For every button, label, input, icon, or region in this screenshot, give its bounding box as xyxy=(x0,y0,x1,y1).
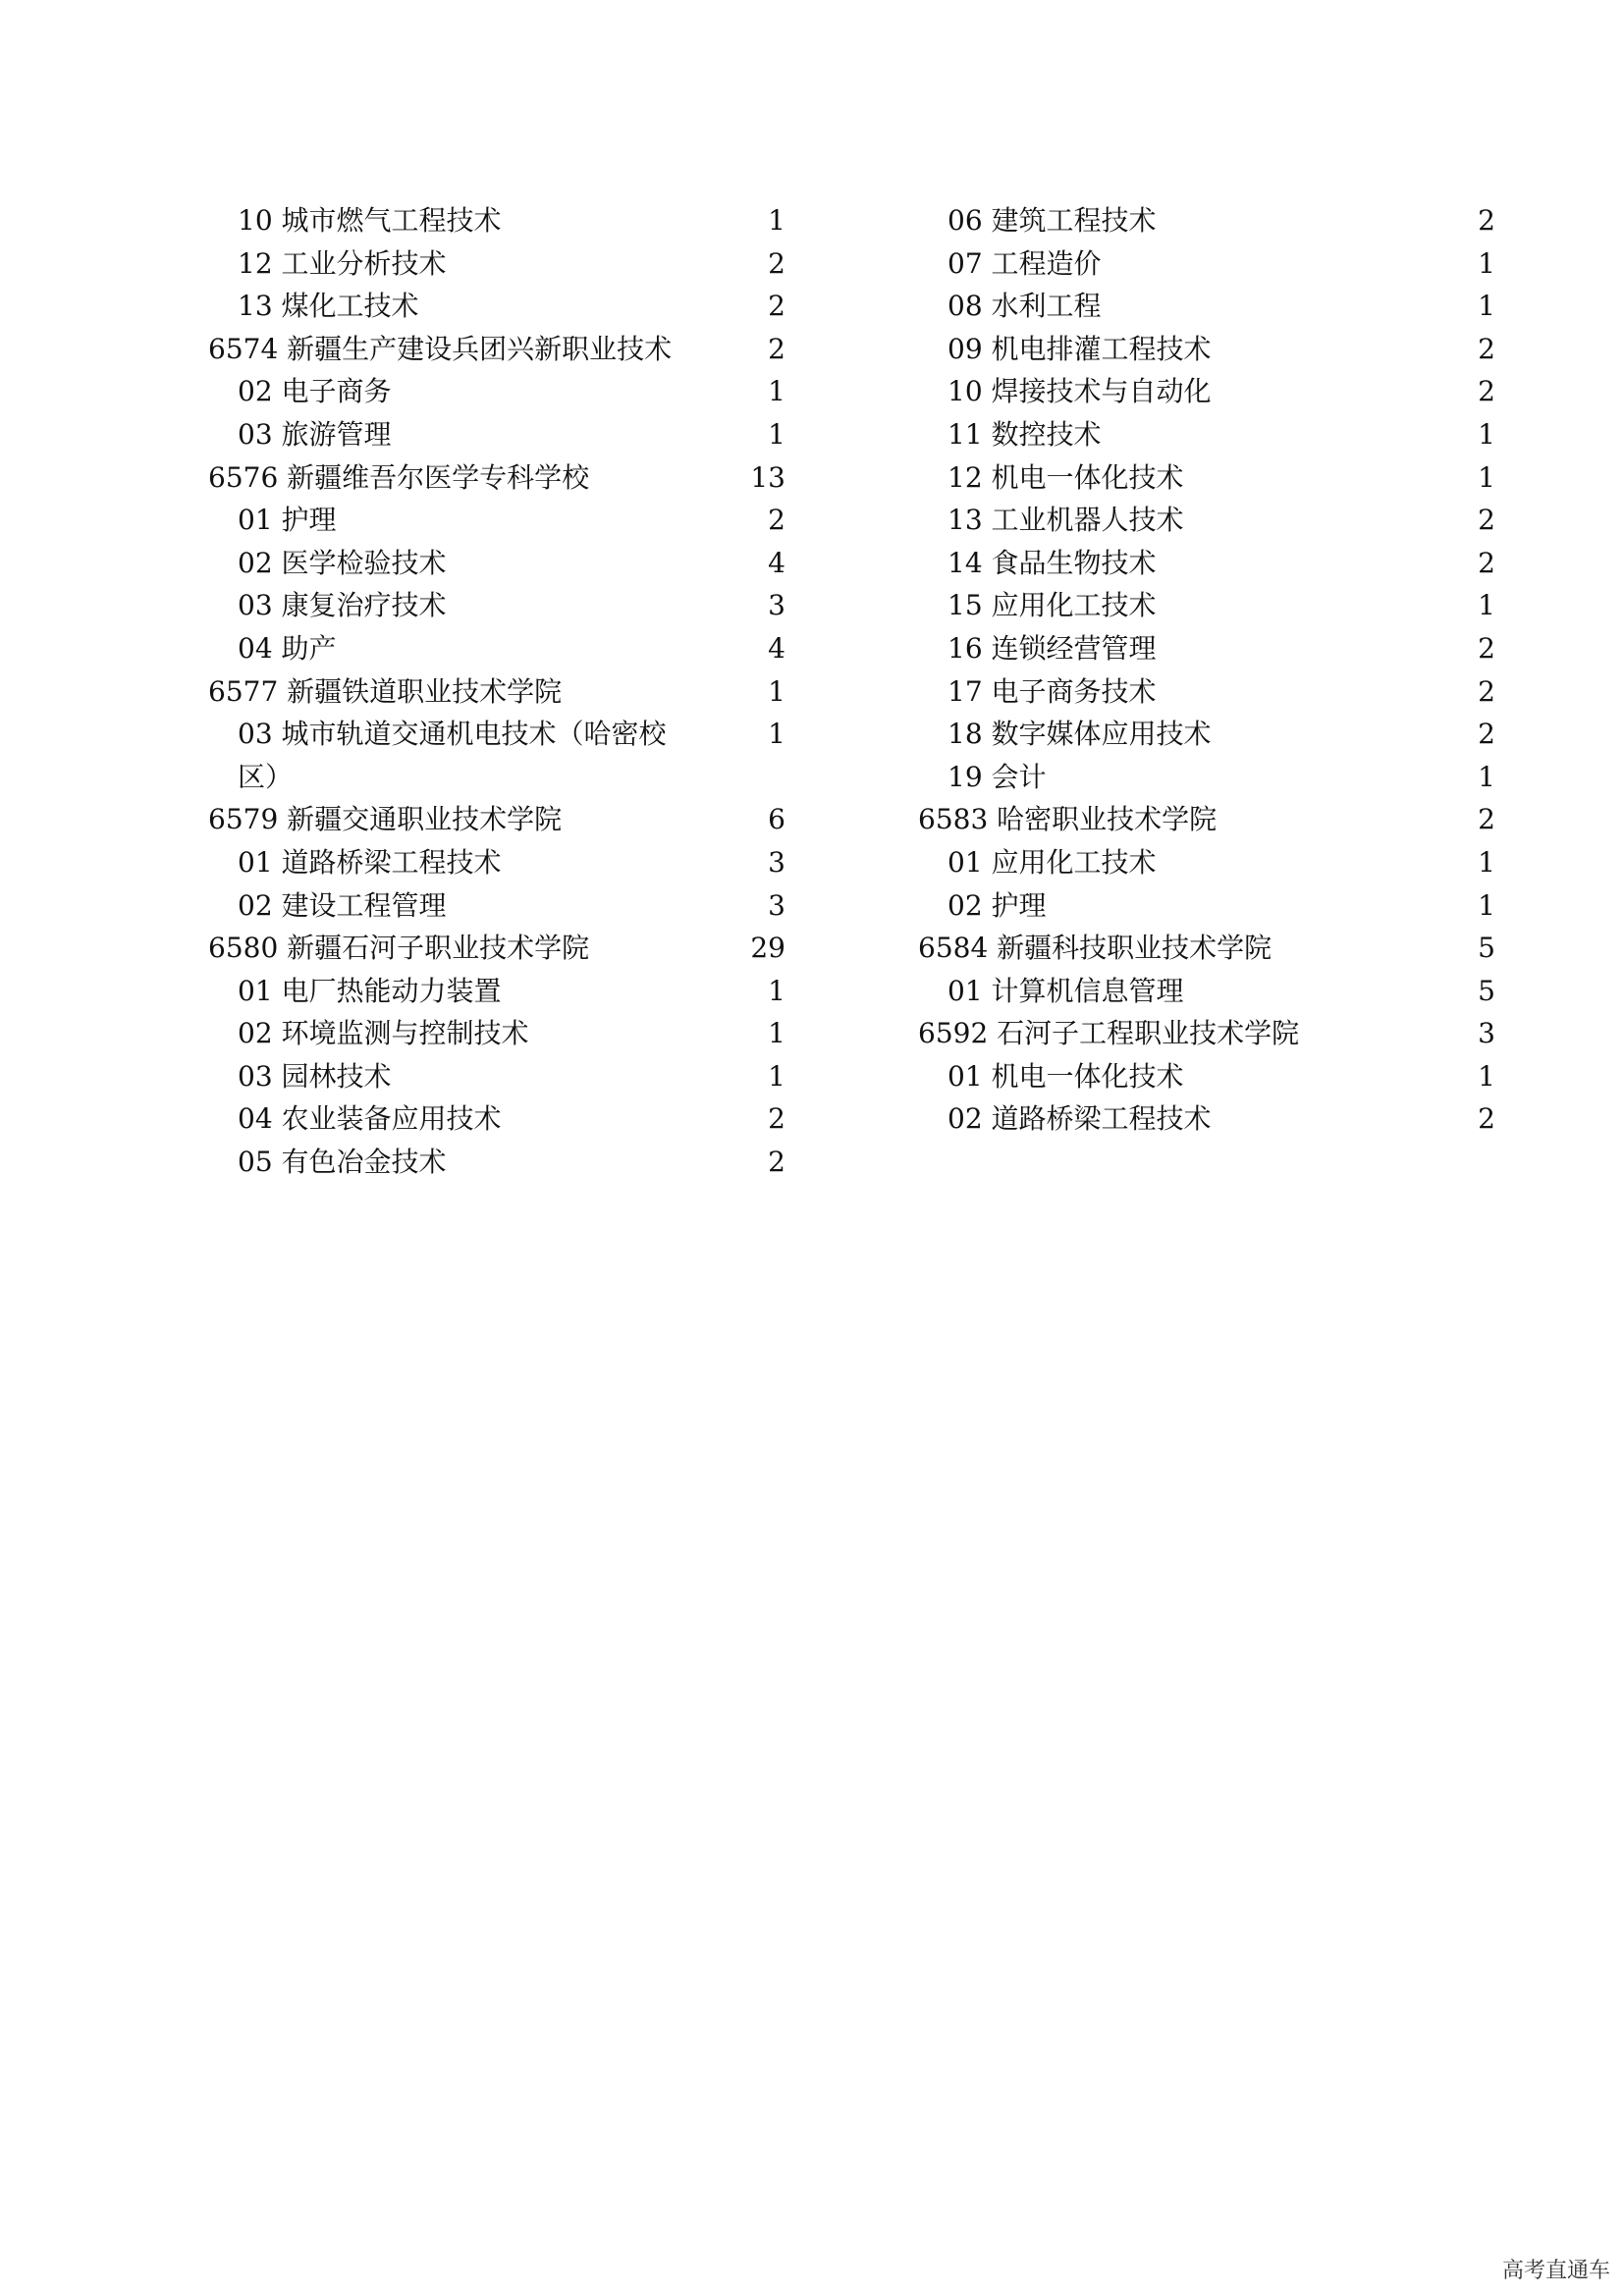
entry-name: 工业分析技术 xyxy=(281,246,447,280)
program-label xyxy=(918,328,1212,371)
program-row xyxy=(918,285,1495,328)
program-row xyxy=(918,713,1495,756)
entry-code: 6580 xyxy=(208,932,279,965)
program-row xyxy=(918,970,1495,1013)
program-row xyxy=(208,242,785,286)
entry-count: 2 xyxy=(768,246,785,280)
entry-code: 10 xyxy=(947,375,983,408)
entry-count: 2 xyxy=(768,290,785,323)
entry-count: 1 xyxy=(768,1017,785,1050)
entry-code: 6576 xyxy=(208,460,279,494)
entry-code: 01 xyxy=(947,845,983,879)
entry-code: 6579 xyxy=(208,803,279,836)
program-row xyxy=(208,713,785,798)
entry-name: 石河子工程职业技术学院 xyxy=(997,1017,1300,1050)
entry-code: 01 xyxy=(238,974,273,1007)
entry-name: 机电一体化技术 xyxy=(991,1059,1184,1093)
entry-name: 煤化工技术 xyxy=(281,290,419,323)
entry-code: 03 xyxy=(238,718,273,751)
entry-count: 2 xyxy=(768,332,785,365)
entry-code: 02 xyxy=(238,888,273,922)
program-label xyxy=(918,242,1102,286)
program-label xyxy=(918,370,1212,413)
program-row xyxy=(208,1141,785,1184)
entry-name: 医学检验技术 xyxy=(281,546,447,579)
entry-count: 2 xyxy=(1478,1102,1495,1136)
school-label xyxy=(208,670,562,714)
entry-code: 16 xyxy=(947,631,983,665)
entry-code: 02 xyxy=(947,1102,983,1136)
entry-count: 1 xyxy=(1478,888,1495,922)
program-label xyxy=(918,970,1184,1013)
program-row xyxy=(208,627,785,670)
program-label xyxy=(208,242,447,286)
program-label xyxy=(918,542,1157,585)
program-label xyxy=(918,884,1047,928)
entry-count: 1 xyxy=(1478,460,1495,494)
school-row xyxy=(918,798,1495,841)
program-label xyxy=(208,841,502,884)
entry-code: 18 xyxy=(947,718,983,751)
entry-count: 1 xyxy=(1478,589,1495,622)
entry-count: 3 xyxy=(768,589,785,622)
program-label xyxy=(208,1097,502,1141)
entry-code: 6574 xyxy=(208,332,279,365)
entry-name: 城市燃气工程技术 xyxy=(281,204,502,237)
entry-count: 29 xyxy=(750,932,785,965)
school-row xyxy=(208,670,785,714)
entry-name: 旅游管理 xyxy=(281,417,392,451)
entry-name: 农业装备应用技术 xyxy=(281,1102,502,1136)
entry-name: 道路桥梁工程技术 xyxy=(991,1102,1212,1136)
entry-name: 机电一体化技术 xyxy=(991,460,1184,494)
entry-name: 建设工程管理 xyxy=(281,888,447,922)
entry-name: 计算机信息管理 xyxy=(991,974,1184,1007)
entry-name: 新疆生产建设兵团兴新职业技术 xyxy=(287,332,673,365)
program-row xyxy=(208,370,785,413)
program-row xyxy=(208,499,785,542)
entry-count: 1 xyxy=(768,718,785,751)
entry-code: 03 xyxy=(238,589,273,622)
program-label xyxy=(208,370,392,413)
entry-code: 01 xyxy=(238,845,273,879)
entry-code: 02 xyxy=(238,1017,273,1050)
program-row xyxy=(208,542,785,585)
entry-name: 应用化工技术 xyxy=(991,589,1157,622)
entry-name: 园林技术 xyxy=(281,1059,392,1093)
program-label xyxy=(918,413,1102,456)
entry-count: 2 xyxy=(1478,546,1495,579)
entry-count: 1 xyxy=(1478,417,1495,451)
entry-count: 2 xyxy=(768,504,785,537)
program-row xyxy=(918,499,1495,542)
entry-code: 10 xyxy=(238,204,273,237)
program-row xyxy=(918,884,1495,928)
entry-code: 04 xyxy=(238,631,273,665)
school-label xyxy=(918,927,1272,970)
program-row xyxy=(918,328,1495,371)
program-row xyxy=(918,199,1495,242)
program-label xyxy=(208,542,447,585)
entry-count: 3 xyxy=(768,888,785,922)
entry-name: 道路桥梁工程技术 xyxy=(281,845,502,879)
entry-code: 13 xyxy=(947,504,983,537)
entry-code: 01 xyxy=(947,1059,983,1093)
program-row xyxy=(918,1097,1495,1141)
entry-code: 12 xyxy=(238,246,273,280)
entry-name: 新疆维吾尔医学专科学校 xyxy=(287,460,590,494)
entry-count: 5 xyxy=(1478,932,1495,965)
entry-code: 15 xyxy=(947,589,983,622)
entry-code: 11 xyxy=(947,417,983,451)
program-label xyxy=(918,627,1157,670)
program-label xyxy=(208,970,502,1013)
entry-count: 2 xyxy=(768,1102,785,1136)
entry-count: 1 xyxy=(1478,760,1495,793)
entry-code: 02 xyxy=(238,375,273,408)
entry-name: 水利工程 xyxy=(991,290,1102,323)
entry-name: 会计 xyxy=(991,760,1047,793)
program-row xyxy=(208,285,785,328)
watermark: 高考直通车 xyxy=(1501,2259,1610,2283)
program-row xyxy=(208,584,785,627)
entry-name: 新疆石河子职业技术学院 xyxy=(287,932,590,965)
program-label xyxy=(918,756,1047,799)
entry-name: 连锁经营管理 xyxy=(991,631,1157,665)
entry-count: 13 xyxy=(750,460,785,494)
entry-name: 城市轨道交通机电技术（哈密校区） xyxy=(238,718,667,793)
entry-name: 助产 xyxy=(281,631,337,665)
school-label xyxy=(208,456,589,500)
school-label xyxy=(208,798,562,841)
program-row xyxy=(208,884,785,928)
program-row xyxy=(208,1012,785,1055)
school-row xyxy=(208,456,785,500)
entry-code: 6583 xyxy=(918,803,989,836)
entry-code: 06 xyxy=(947,204,983,237)
entry-name: 环境监测与控制技术 xyxy=(281,1017,529,1050)
entry-name: 数控技术 xyxy=(991,417,1102,451)
entry-count: 1 xyxy=(1478,290,1495,323)
entry-name: 建筑工程技术 xyxy=(991,204,1157,237)
program-label xyxy=(208,713,699,798)
program-label xyxy=(918,199,1157,242)
program-label xyxy=(208,1055,392,1098)
program-label xyxy=(918,1097,1212,1141)
entry-count: 2 xyxy=(1478,803,1495,836)
program-label xyxy=(918,285,1102,328)
school-label xyxy=(208,927,589,970)
entry-code: 05 xyxy=(238,1146,273,1179)
entry-code: 02 xyxy=(947,888,983,922)
program-row xyxy=(208,413,785,456)
program-label xyxy=(208,884,447,928)
entry-name: 数字媒体应用技术 xyxy=(991,718,1212,751)
entry-count: 6 xyxy=(768,803,785,836)
entry-code: 17 xyxy=(947,674,983,708)
entry-count: 2 xyxy=(1478,674,1495,708)
program-row xyxy=(918,456,1495,500)
entry-name: 康复治疗技术 xyxy=(281,589,447,622)
entry-count: 1 xyxy=(1478,1059,1495,1093)
entry-code: 12 xyxy=(947,460,983,494)
right-column xyxy=(918,199,1495,1141)
entry-count: 2 xyxy=(1478,631,1495,665)
entry-count: 2 xyxy=(1478,204,1495,237)
program-label xyxy=(208,1141,447,1184)
entry-code: 6592 xyxy=(918,1017,989,1050)
entry-code: 03 xyxy=(238,1059,273,1093)
entry-name: 哈密职业技术学院 xyxy=(997,803,1218,836)
entry-code: 14 xyxy=(947,546,983,579)
program-label xyxy=(918,841,1157,884)
entry-code: 07 xyxy=(947,246,983,280)
entry-count: 1 xyxy=(768,674,785,708)
program-label xyxy=(208,584,447,627)
entry-name: 焊接技术与自动化 xyxy=(991,375,1212,408)
entry-count: 1 xyxy=(768,417,785,451)
school-label xyxy=(208,328,672,371)
program-label xyxy=(208,285,419,328)
program-row xyxy=(918,670,1495,714)
entry-code: 08 xyxy=(947,290,983,323)
entry-name: 新疆交通职业技术学院 xyxy=(287,803,563,836)
entry-name: 新疆铁道职业技术学院 xyxy=(287,674,563,708)
entry-name: 食品生物技术 xyxy=(991,546,1157,579)
entry-count: 1 xyxy=(768,974,785,1007)
entry-code: 6584 xyxy=(918,932,989,965)
program-label xyxy=(208,199,502,242)
entry-count: 2 xyxy=(1478,375,1495,408)
program-row xyxy=(918,841,1495,884)
program-label xyxy=(208,499,337,542)
school-row xyxy=(208,328,785,371)
entry-count: 1 xyxy=(768,1059,785,1093)
program-label xyxy=(208,1012,529,1055)
entry-code: 01 xyxy=(238,504,273,537)
school-row xyxy=(208,927,785,970)
entry-count: 5 xyxy=(1478,974,1495,1007)
program-row xyxy=(918,1055,1495,1098)
entry-name: 工程造价 xyxy=(991,246,1102,280)
entry-name: 机电排灌工程技术 xyxy=(991,332,1212,365)
program-row xyxy=(918,542,1495,585)
program-row xyxy=(918,413,1495,456)
program-row xyxy=(208,1055,785,1098)
entry-code: 6577 xyxy=(208,674,279,708)
entry-name: 应用化工技术 xyxy=(991,845,1157,879)
entry-name: 有色冶金技术 xyxy=(281,1146,447,1179)
program-label xyxy=(918,1055,1184,1098)
entry-count: 4 xyxy=(768,631,785,665)
program-label xyxy=(918,670,1157,714)
entry-count: 1 xyxy=(768,375,785,408)
entry-name: 新疆科技职业技术学院 xyxy=(997,932,1272,965)
program-row xyxy=(208,970,785,1013)
program-label xyxy=(918,584,1157,627)
entry-name: 工业机器人技术 xyxy=(991,504,1184,537)
entry-code: 03 xyxy=(238,417,273,451)
entry-name: 护理 xyxy=(991,888,1047,922)
entry-count: 1 xyxy=(768,204,785,237)
program-row xyxy=(918,627,1495,670)
entry-code: 02 xyxy=(238,546,273,579)
program-label xyxy=(918,456,1184,500)
entry-name: 电子商务技术 xyxy=(991,674,1157,708)
entry-count: 3 xyxy=(1478,1017,1495,1050)
entry-count: 2 xyxy=(1478,504,1495,537)
entry-code: 13 xyxy=(238,290,273,323)
program-row xyxy=(918,584,1495,627)
entry-name: 电子商务 xyxy=(281,375,392,408)
school-label xyxy=(918,798,1217,841)
school-label xyxy=(918,1012,1299,1055)
entry-name: 电厂热能动力装置 xyxy=(281,974,502,1007)
entry-count: 2 xyxy=(1478,718,1495,751)
program-label xyxy=(918,713,1212,756)
program-row xyxy=(208,1097,785,1141)
program-label xyxy=(208,627,337,670)
entry-name: 护理 xyxy=(281,504,337,537)
entry-count: 2 xyxy=(768,1146,785,1179)
entry-count: 2 xyxy=(1478,332,1495,365)
entry-count: 1 xyxy=(1478,246,1495,280)
entry-code: 04 xyxy=(238,1102,273,1136)
program-row xyxy=(208,199,785,242)
program-row xyxy=(208,841,785,884)
entry-code: 01 xyxy=(947,974,983,1007)
program-label xyxy=(208,413,392,456)
school-row xyxy=(918,1012,1495,1055)
left-column xyxy=(208,199,785,1184)
entry-code: 09 xyxy=(947,332,983,365)
program-label xyxy=(918,499,1184,542)
entry-code: 19 xyxy=(947,760,983,793)
school-row xyxy=(918,927,1495,970)
entry-count: 1 xyxy=(1478,845,1495,879)
program-row xyxy=(918,370,1495,413)
entry-count: 3 xyxy=(768,845,785,879)
school-row xyxy=(208,798,785,841)
program-row xyxy=(918,756,1495,799)
entry-count: 4 xyxy=(768,546,785,579)
program-row xyxy=(918,242,1495,286)
